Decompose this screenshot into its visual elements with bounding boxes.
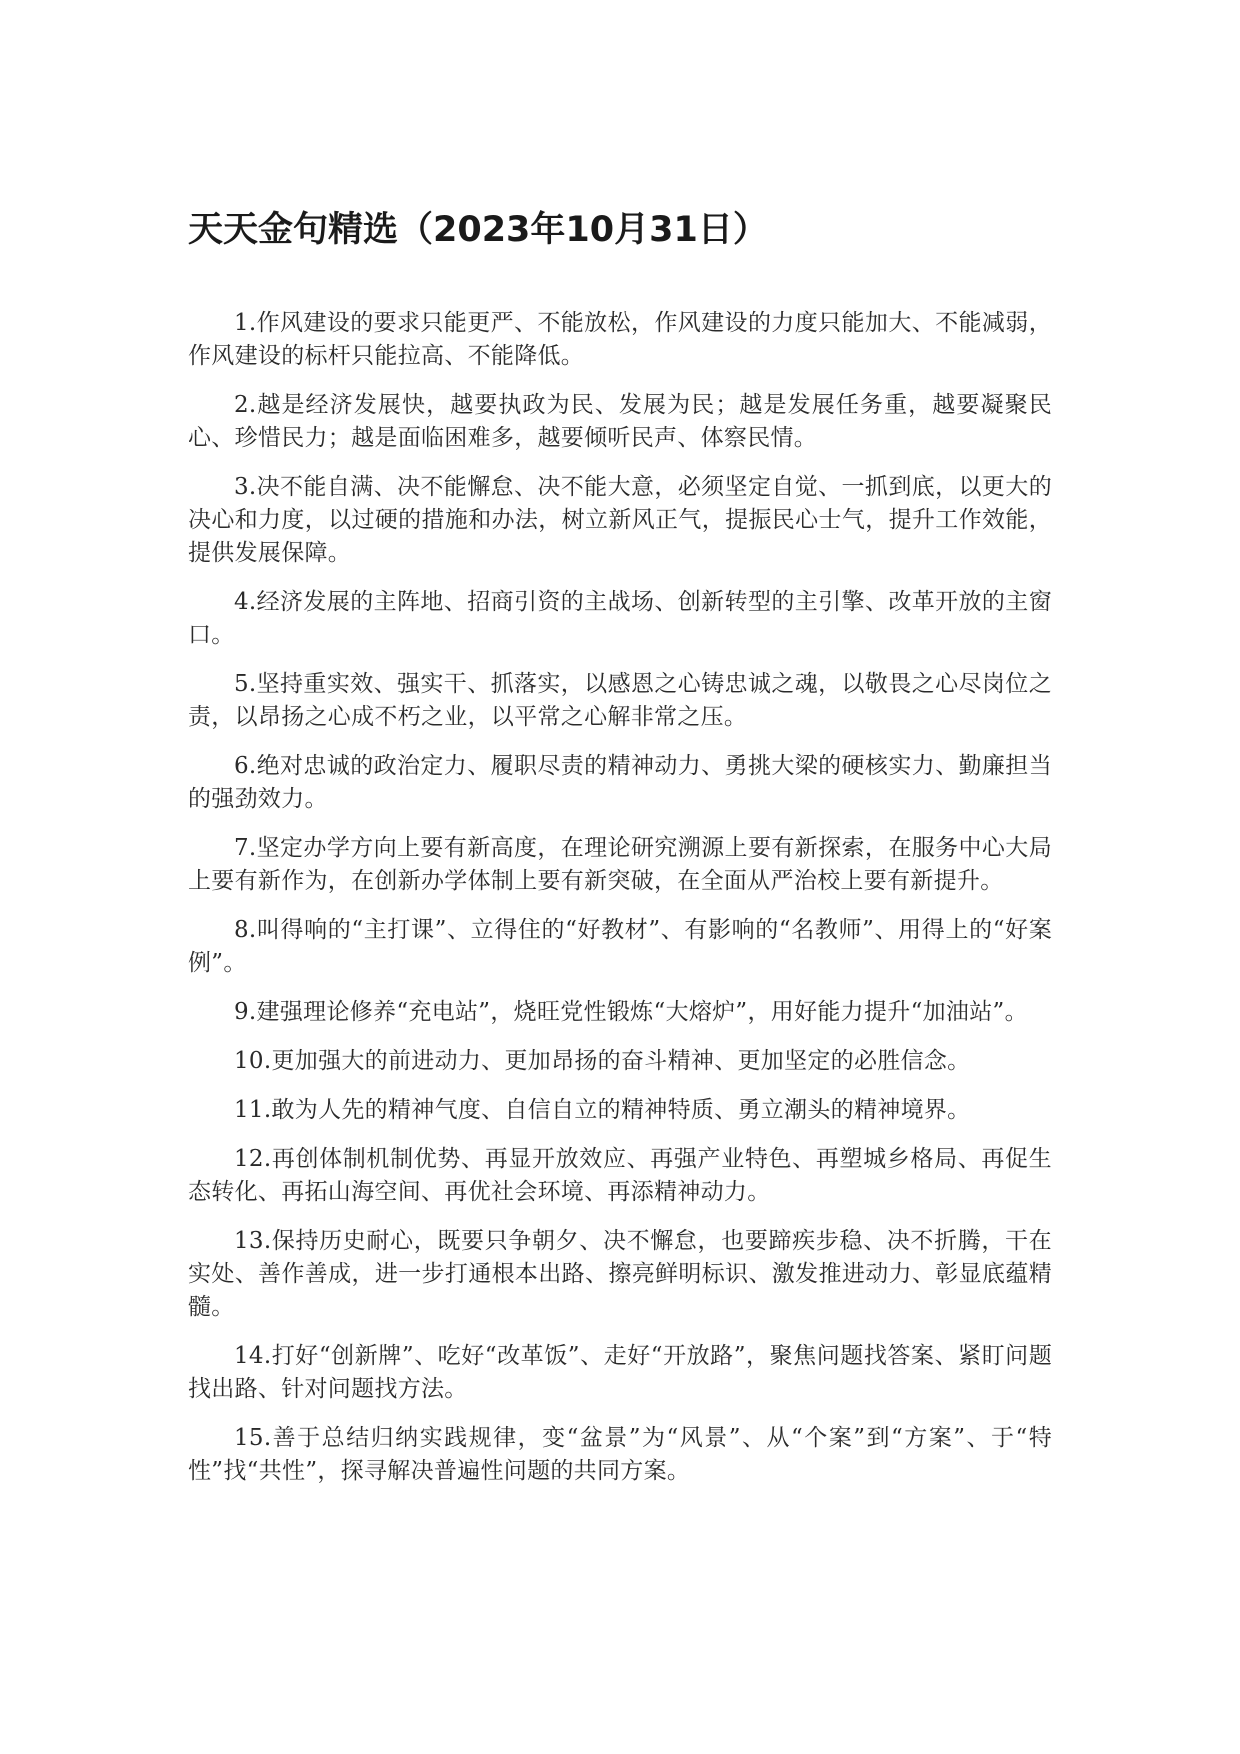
paragraph-15: 15.善于总结归纳实践规律，变“盆景”为“风景”、从“个案”到“方案”、于“特性”找“共性”，探寻解决普遍性问题的共同方案。 <box>188 1425 1052 1484</box>
paragraph-8: 8.叫得响的“主打课”、立得住的“好教材”、有影响的“名教师”、用得上的“好案例”。 <box>188 917 1052 976</box>
paragraph-13: 13.保持历史耐心，既要只争朝夕、决不懈怠，也要蹄疾步稳、决不折腾，干在实处、善作善成，进一步打通根本出路、擦亮鲜明标识、激发推进动力、彰显底蕴精髓。 <box>188 1228 1052 1320</box>
paragraph-10: 10.更加强大的前进动力、更加昂扬的奋斗精神、更加坚定的必胜信念。 <box>234 1048 971 1074</box>
paragraph-5: 5.坚持重实效、强实干、抓落实，以感恩之心铸忠诚之魂，以敬畏之心尽岗位之责，以昂扬之心成不朽之业，以平常之心解非常之压。 <box>188 671 1052 730</box>
paragraph-6: 6.绝对忠诚的政治定力、履职尽责的精神动力、勇挑大梁的硬核实力、勤廉担当的强劲效力。 <box>188 753 1052 812</box>
paragraph-4: 4.经济发展的主阵地、招商引资的主战场、创新转型的主引擎、改革开放的主窗口。 <box>188 589 1052 648</box>
document-title: 天天金句精选（2023年10月31日） <box>188 210 768 250</box>
document-page <box>188 0 1052 1754</box>
document-body <box>188 307 1052 1504</box>
paragraph-9: 9.建强理论修养“充电站”，烧旺党性锻炼“大熔炉”，用好能力提升“加油站”。 <box>234 999 1028 1025</box>
paragraph-1: 1.作风建设的要求只能更严、不能放松，作风建设的力度只能加大、不能减弱，作风建设的标杆只能拉高、不能降低。 <box>188 310 1052 369</box>
paragraph-14: 14.打好“创新牌”、吃好“改革饭”、走好“开放路”，聚焦问题找答案、紧盯问题找出路、针对问题找方法。 <box>188 1343 1052 1402</box>
paragraph-3: 3.决不能自满、决不能懈怠、决不能大意，必须坚定自觉、一抓到底，以更大的决心和力度，以过硬的措施和办法，树立新风正气，提振民心士气，提升工作效能，提供发展保障。 <box>188 474 1052 566</box>
paragraph-2: 2.越是经济发展快，越要执政为民、发展为民；越是发展任务重，越要凝聚民心、珍惜民力；越是面临困难多，越要倾听民声、体察民情。 <box>188 392 1052 451</box>
paragraph-11: 11.敢为人先的精神气度、自信自立的精神特质、勇立潮头的精神境界。 <box>234 1097 971 1123</box>
paragraph-7: 7.坚定办学方向上要有新高度，在理论研究溯源上要有新探索，在服务中心大局上要有新作为，在创新办学体制上要有新突破，在全面从严治校上要有新提升。 <box>188 835 1052 894</box>
paragraph-12: 12.再创体制机制优势、再显开放效应、再强产业特色、再塑城乡格局、再促生态转化、再拓山海空间、再优社会环境、再添精神动力。 <box>188 1146 1052 1205</box>
